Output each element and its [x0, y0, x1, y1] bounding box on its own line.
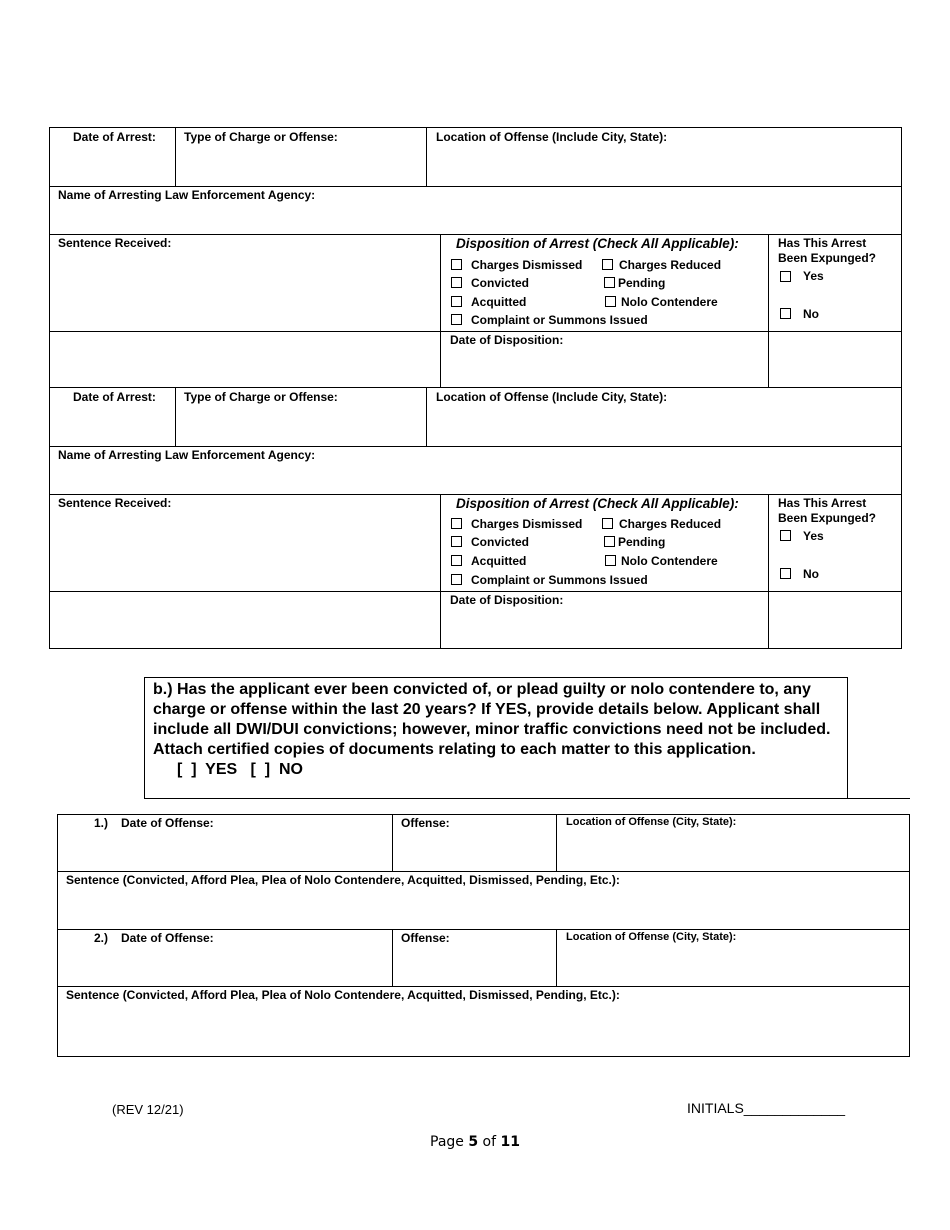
expunged-no-checkbox[interactable]	[780, 308, 791, 319]
expunged-yes-label: Yes	[803, 269, 824, 283]
charges-dismissed-label: Charges Dismissed	[471, 517, 583, 531]
pending-label: Pending	[618, 276, 666, 290]
complaint-issued-label: Complaint or Summons Issued	[471, 313, 648, 327]
sentence-received-label: Sentence Received:	[58, 496, 172, 510]
initials-field[interactable]: INITIALS_____________	[687, 1100, 846, 1116]
conviction-1-date-label: Date of Offense:	[121, 816, 214, 830]
conviction-1-location-label: Location of Offense (City, State):	[566, 816, 737, 828]
expunged-label-line1: Has This Arrest	[778, 236, 867, 250]
acquitted-checkbox[interactable]	[451, 296, 462, 307]
date-of-disposition-label: Date of Disposition:	[450, 333, 564, 347]
location-of-offense-label: Location of Offense (Include City, State):	[436, 390, 668, 404]
acquitted-label: Acquitted	[471, 554, 527, 568]
type-of-charge-label: Type of Charge or Offense:	[184, 130, 338, 144]
conviction-2-number: 2.)	[94, 931, 109, 945]
expunged-no-checkbox[interactable]	[780, 568, 791, 579]
page-number: Page 5 of 11	[430, 1134, 520, 1150]
question-b-text	[153, 680, 843, 780]
convicted-checkbox[interactable]	[451, 277, 462, 288]
expunged-no-label: No	[803, 567, 819, 581]
revision-label: (REV 12/21)	[112, 1102, 184, 1117]
pending-checkbox[interactable]	[604, 277, 615, 288]
expunged-label-line2: Been Expunged?	[778, 251, 877, 265]
page-current: 5	[468, 1134, 479, 1150]
pending-checkbox[interactable]	[604, 536, 615, 547]
conviction-2-date-label: Date of Offense:	[121, 931, 214, 945]
nolo-contendere-label: Nolo Contendere	[621, 295, 718, 309]
question-b-body: b.) Has the applicant ever been convicted of, or plead guilty or nolo contendere to, any charge or offense within the last 20 years? If YES, provide details below. Applicant shall include all DWI/DUI convictions; however, minor traffic convictions need not be included. Attach certified copies of documents relating to each matter to this application.	[153, 681, 831, 758]
location-of-offense-label: Location of Offense (Include City, State):	[436, 130, 668, 144]
charges-dismissed-checkbox[interactable]	[451, 518, 462, 529]
expunged-yes-checkbox[interactable]	[780, 271, 791, 282]
date-of-disposition-label: Date of Disposition:	[450, 593, 564, 607]
disposition-title: Disposition of Arrest (Check All Applicable):	[456, 236, 739, 251]
charges-dismissed-checkbox[interactable]	[451, 259, 462, 270]
type-of-charge-label: Type of Charge or Offense:	[184, 390, 338, 404]
date-of-arrest-label: Date of Arrest:	[73, 390, 156, 404]
acquitted-label: Acquitted	[471, 295, 527, 309]
nolo-contendere-checkbox[interactable]	[605, 555, 616, 566]
conviction-2-sentence-label: Sentence (Convicted, Afford Plea, Plea of Nolo Contendere, Acquitted, Dismissed, Pending, Etc.):	[66, 988, 620, 1002]
conviction-1-offense-label: Offense:	[401, 816, 450, 830]
charges-reduced-label: Charges Reduced	[619, 258, 722, 272]
expunged-yes-checkbox[interactable]	[780, 530, 791, 541]
charges-dismissed-label: Charges Dismissed	[471, 258, 583, 272]
convicted-checkbox[interactable]	[451, 536, 462, 547]
convicted-label: Convicted	[471, 535, 530, 549]
convicted-label: Convicted	[471, 276, 530, 290]
complaint-issued-checkbox[interactable]	[451, 314, 462, 325]
charges-reduced-checkbox[interactable]	[602, 259, 613, 270]
charges-reduced-label: Charges Reduced	[619, 517, 722, 531]
arresting-agency-label: Name of Arresting Law Enforcement Agency:	[58, 188, 316, 202]
question-b-answer[interactable]: [ ] YES [ ] NO	[177, 761, 303, 778]
sentence-received-label: Sentence Received:	[58, 236, 172, 250]
expunged-label-line2: Been Expunged?	[778, 511, 877, 525]
date-of-arrest-label: Date of Arrest:	[73, 130, 156, 144]
conviction-2-offense-label: Offense:	[401, 931, 450, 945]
page-total: 11	[500, 1134, 520, 1150]
expunged-no-label: No	[803, 307, 819, 321]
complaint-issued-label: Complaint or Summons Issued	[471, 573, 648, 587]
disposition-title: Disposition of Arrest (Check All Applicable):	[456, 496, 739, 511]
charges-reduced-checkbox[interactable]	[602, 518, 613, 529]
arresting-agency-label: Name of Arresting Law Enforcement Agency:	[58, 448, 316, 462]
conviction-1-sentence-label: Sentence (Convicted, Afford Plea, Plea of Nolo Contendere, Acquitted, Dismissed, Pending, Etc.):	[66, 873, 620, 887]
conviction-1-number: 1.)	[94, 816, 109, 830]
nolo-contendere-checkbox[interactable]	[605, 296, 616, 307]
acquitted-checkbox[interactable]	[451, 555, 462, 566]
pending-label: Pending	[618, 535, 666, 549]
conviction-2-location-label: Location of Offense (City, State):	[566, 931, 737, 943]
expunged-yes-label: Yes	[803, 529, 824, 543]
nolo-contendere-label: Nolo Contendere	[621, 554, 718, 568]
complaint-issued-checkbox[interactable]	[451, 574, 462, 585]
expunged-label-line1: Has This Arrest	[778, 496, 867, 510]
